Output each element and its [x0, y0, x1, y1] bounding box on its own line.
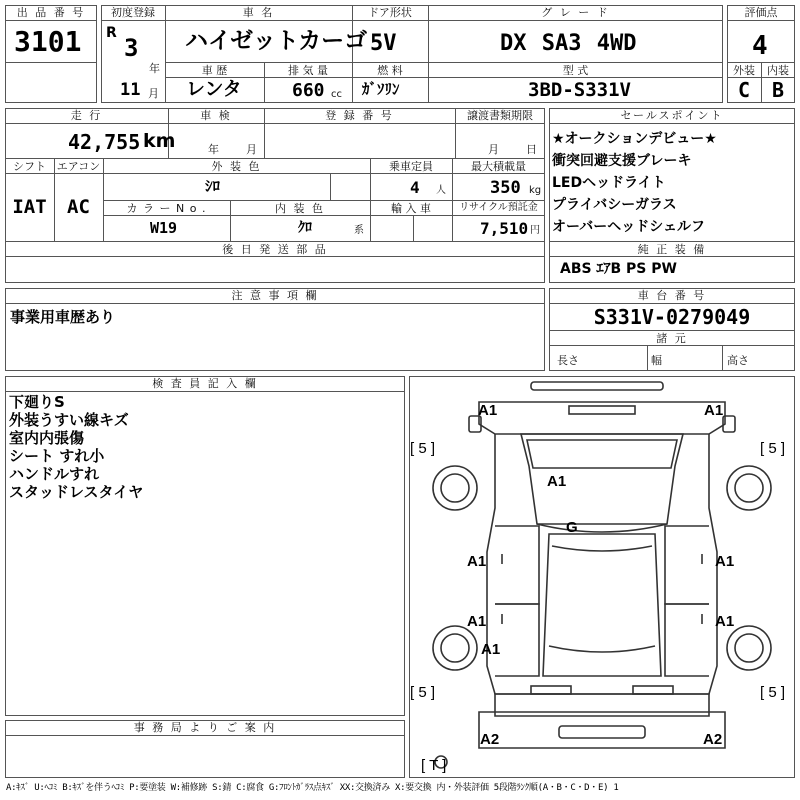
- exterior-grade: C: [737, 78, 751, 102]
- damage-mark-windshield: G: [566, 519, 578, 536]
- height-label: 高さ: [727, 354, 749, 367]
- inspector-line: 下廻りS: [9, 393, 65, 411]
- specs-label: 諸 元: [656, 332, 688, 345]
- tire-mark-rear-left: [ 5 ]: [410, 684, 436, 701]
- exterior-color: ｼﾛ: [205, 177, 221, 195]
- damage-mark-rear-right: A2: [703, 731, 723, 748]
- divider: [413, 215, 414, 241]
- divider: [727, 20, 795, 21]
- divider: [165, 5, 166, 103]
- color-number-label: カ ラ ー N o .: [126, 202, 207, 215]
- divider: [549, 345, 795, 346]
- recycle-label: リサイクル預託金: [459, 202, 538, 213]
- exterior-color-label: 外 装 色: [211, 160, 262, 173]
- recycle-fee: 7,510: [480, 219, 529, 238]
- shift-label: シフト: [13, 160, 46, 173]
- damage-mark-front-left: A1: [478, 402, 498, 419]
- divider: [5, 256, 545, 257]
- damage-mark-right-front-door: A1: [715, 553, 735, 570]
- inspector-label: 検 査 員 記 入 欄: [152, 377, 258, 390]
- max-load-label: 最大積載量: [471, 160, 526, 173]
- overall-score: 4: [752, 31, 768, 61]
- divider: [101, 20, 723, 21]
- legend: A:ｷｽﾞ U:ﾍｺﾐ B:ｷｽﾞを伴うﾍｺﾐ P:要塗装 W:補修跡 S:錆 C:腐食 G:ﾌﾛﾝﾄｶﾞﾗｽ点ｷｽﾞ XX:交換済み X:要交換 内・外装評価 5段階ﾗﾝｸ順(A・B・C・D・E) 1: [6, 783, 619, 793]
- divider: [103, 215, 545, 216]
- model-label: 型 式: [562, 64, 589, 77]
- car-name-label: 車 名: [242, 6, 275, 19]
- divider: [5, 123, 545, 124]
- office-label: 事 務 局 よ り ご 案 内: [133, 721, 277, 734]
- transfer-month-unit: 月: [488, 143, 499, 156]
- grade: DX SA3 4WD: [500, 31, 637, 56]
- divider: [722, 345, 723, 371]
- mileage-unit: km: [143, 130, 176, 152]
- chassis-number: S331V-0279049: [593, 305, 751, 329]
- fuel: ｶﾞｿﾘﾝ: [362, 80, 400, 98]
- capacity: 4: [410, 178, 420, 197]
- interior-color-label: 内 装 色: [275, 202, 325, 215]
- aircon: AC: [67, 196, 90, 218]
- divider: [549, 241, 795, 242]
- mileage: 42,755: [68, 130, 141, 154]
- divider: [428, 5, 429, 103]
- recycle-unit: 円: [530, 225, 540, 236]
- interior-grade: B: [771, 78, 785, 102]
- damage-mark-right-rear-door: A1: [715, 613, 735, 630]
- cc-unit: cc: [331, 89, 342, 100]
- capacity-unit: 人: [436, 185, 446, 196]
- capacity-label: 乗車定員: [389, 160, 433, 173]
- damage-mark-hood: A1: [547, 473, 567, 490]
- later-parts-label: 後 日 発 送 部 品: [222, 243, 328, 256]
- divider: [5, 241, 545, 242]
- interior-label: 内装: [767, 64, 789, 77]
- grade-label: グ レ ー ド: [541, 6, 610, 19]
- damage-mark-left-rear: A1: [481, 641, 501, 658]
- sales-point-item: ★オークションデビュー★: [552, 131, 717, 147]
- chassis-label: 車 台 番 号: [637, 289, 707, 302]
- divider: [165, 77, 723, 78]
- car-name: ハイゼットカーゴ: [185, 28, 368, 54]
- history: レンタ: [186, 78, 242, 100]
- divider: [5, 391, 405, 392]
- length-label: 長さ: [557, 354, 579, 367]
- divider: [549, 330, 795, 331]
- registration-number-label: 登 録 番 号: [325, 109, 394, 122]
- mileage-label: 走 行: [70, 109, 103, 122]
- divider: [647, 345, 648, 371]
- lot-number-label: 出 品 番 号: [16, 6, 86, 19]
- era: R: [106, 25, 117, 41]
- notes-label: 注 意 事 項 欄: [231, 289, 319, 302]
- sales-point-item: プライバシーガラス: [552, 197, 677, 213]
- tire-mark-front-left: [ 5 ]: [410, 440, 436, 457]
- inspector-line: ハンドルすれ: [9, 465, 100, 483]
- max-load-unit: kg: [529, 185, 542, 196]
- width-label: 幅: [651, 354, 662, 367]
- score-label: 評価点: [744, 6, 778, 19]
- aircon-label: エアコン: [56, 160, 101, 173]
- notes-text: 事業用車歴あり: [10, 308, 116, 326]
- door-type: 5V: [370, 31, 397, 56]
- inspector-line: 外装うすい線キズ: [9, 411, 129, 429]
- divider: [165, 62, 723, 63]
- interior-color-suffix: 系: [354, 225, 364, 236]
- damage-mark-rear-left: A2: [480, 731, 500, 748]
- damage-mark-front-right: A1: [704, 402, 724, 419]
- transfer-day-unit: 日: [526, 143, 537, 156]
- inspector-line: スタッドレスタイヤ: [9, 483, 144, 501]
- registration-month: 11: [120, 80, 141, 100]
- divider: [5, 20, 97, 21]
- displacement-label: 排 気 量: [288, 64, 328, 77]
- divider: [5, 735, 405, 736]
- interior-color: ｸﾛ: [298, 220, 312, 236]
- tire-mark-rear-right: [ 5 ]: [760, 684, 786, 701]
- first-registration-label: 初度登録: [111, 6, 155, 19]
- divider: [103, 200, 545, 201]
- month-unit: 月: [148, 87, 159, 100]
- equipment-label: 純 正 装 備: [637, 243, 707, 256]
- equipment: ABS ｴｱB PS PW: [560, 261, 677, 277]
- car-diagram: [409, 376, 795, 778]
- color-number: W19: [150, 219, 178, 237]
- sales-point-item: LEDヘッドライト: [552, 175, 666, 191]
- displacement: 660: [292, 80, 325, 101]
- door-label: ドア形状: [368, 6, 412, 19]
- model-code: 3BD-S331V: [528, 79, 631, 101]
- inspection-year-unit: 年: [208, 143, 219, 156]
- sales-points-label: セールスポイント: [620, 109, 724, 122]
- divider: [5, 173, 545, 174]
- divider: [549, 123, 795, 124]
- max-load: 350: [490, 178, 521, 198]
- inspector-line: 室内内張傷: [9, 429, 85, 447]
- damage-mark-left-front-door: A1: [467, 553, 487, 570]
- divider: [5, 303, 545, 304]
- history-label: 車 歴: [201, 64, 228, 77]
- divider: [352, 5, 353, 103]
- inspection-month-unit: 月: [246, 143, 257, 156]
- sales-point-item: オーバーヘッドシェルフ: [552, 219, 706, 235]
- sales-point-item: 衝突回避支援ブレーキ: [552, 153, 692, 169]
- spare-tire-mark: [ T ]: [421, 757, 447, 774]
- divider: [330, 173, 331, 200]
- inspection-label: 車 検: [200, 109, 232, 122]
- year-unit: 年: [149, 62, 160, 75]
- shift: IAT: [12, 196, 47, 218]
- import-label: 輸 入 車: [391, 202, 431, 215]
- divider: [549, 303, 795, 304]
- fuel-label: 燃 料: [377, 64, 403, 77]
- tire-mark-front-right: [ 5 ]: [760, 440, 786, 457]
- registration-year: 3: [124, 34, 139, 62]
- exterior-label: 外装: [733, 64, 755, 77]
- divider: [5, 62, 97, 63]
- transfer-deadline-label: 譲渡書類期限: [467, 109, 533, 122]
- lot-number: 3101: [14, 25, 82, 58]
- divider: [549, 256, 795, 257]
- inspector-line: シート すれ小: [9, 447, 105, 465]
- divider: [5, 158, 545, 159]
- damage-mark-left-rear-door: A1: [467, 613, 487, 630]
